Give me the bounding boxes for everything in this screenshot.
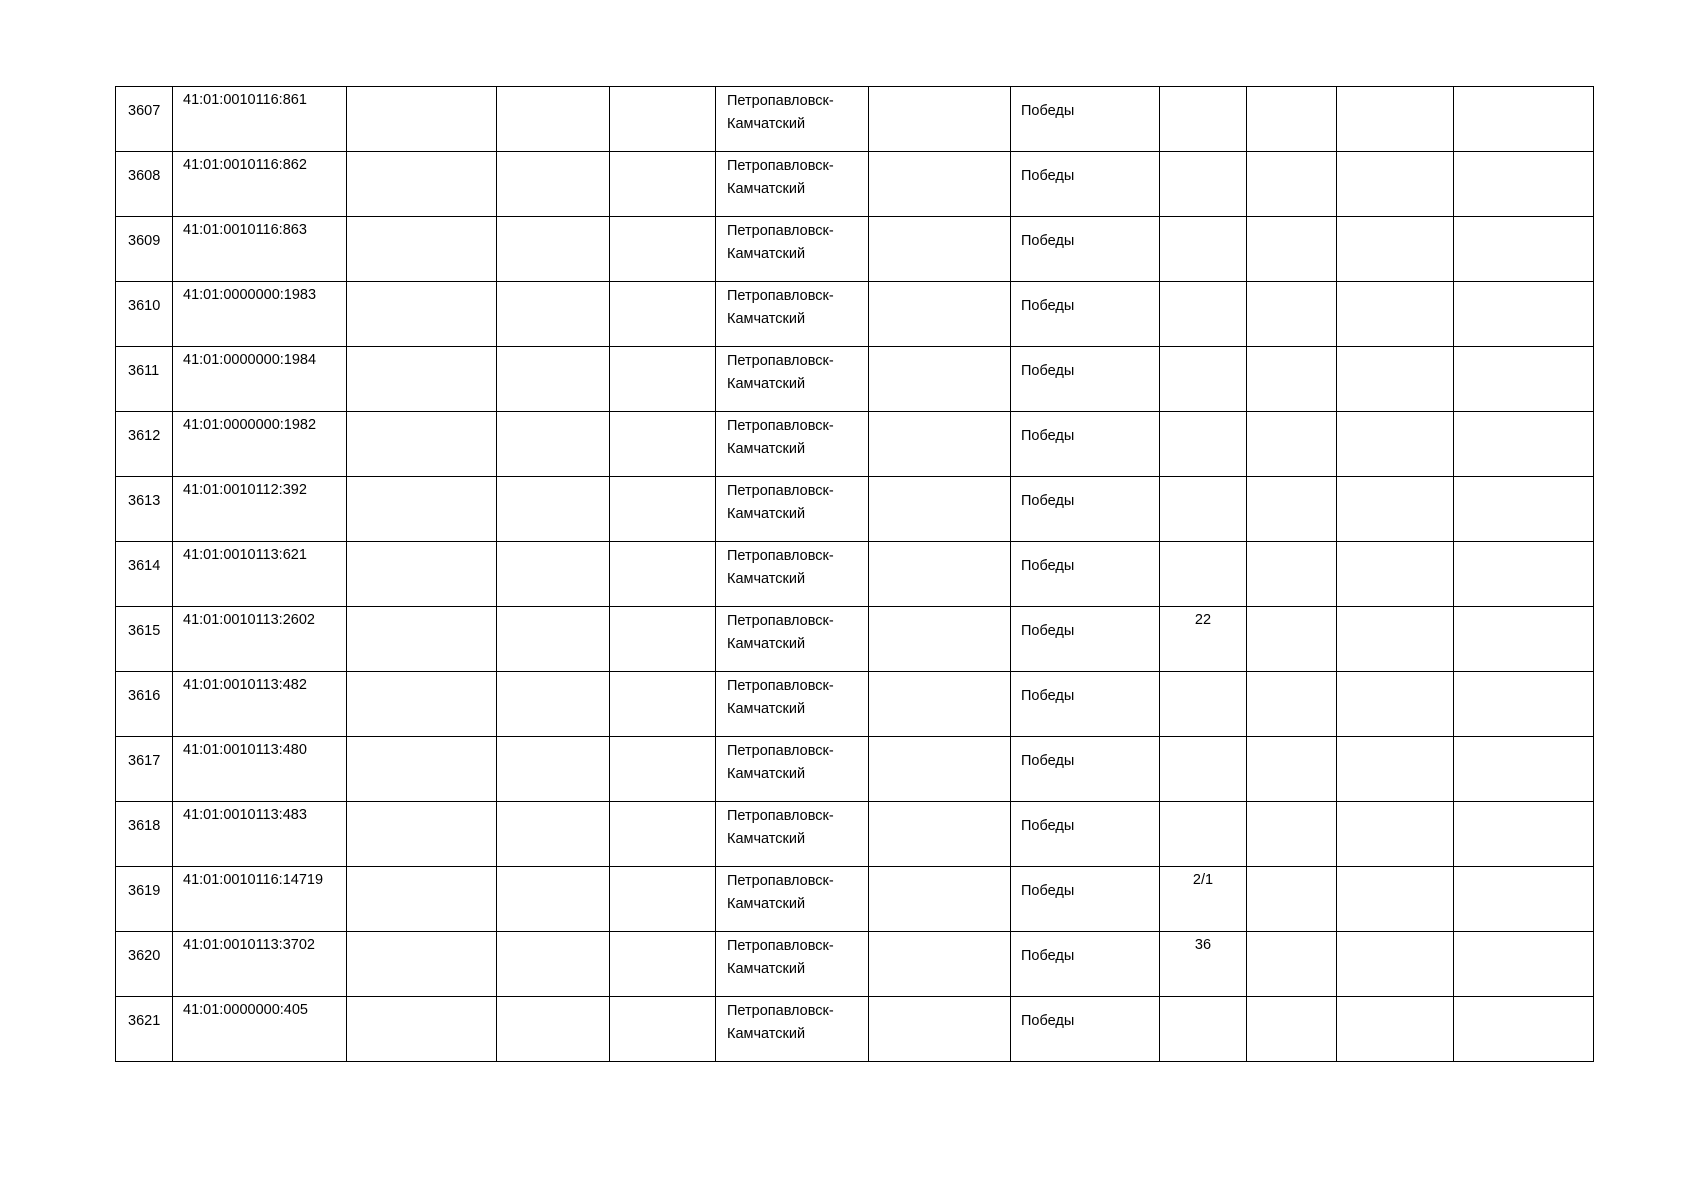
city-cell (716, 867, 869, 932)
empty-cell (1454, 997, 1594, 1062)
empty-cell (347, 932, 497, 997)
street-text: Победы (1021, 298, 1075, 314)
street-text: Победы (1021, 1013, 1075, 1029)
city-cell (716, 607, 869, 672)
row-number-text: 3609 (128, 233, 161, 249)
table-row (116, 607, 1594, 672)
city-cell (716, 217, 869, 282)
street-cell (1011, 932, 1160, 997)
empty-cell (1247, 737, 1337, 802)
empty-cell (497, 542, 610, 607)
row-number-text: 3610 (128, 298, 161, 314)
empty-cell (347, 87, 497, 152)
empty-cell (1337, 997, 1454, 1062)
row-number-cell (116, 867, 173, 932)
empty-cell (1337, 87, 1454, 152)
city-text: Петропавловск-Камчатский (727, 418, 834, 457)
empty-cell (869, 87, 1011, 152)
address-registry-table (115, 86, 1594, 1062)
row-number-cell (116, 87, 173, 152)
cadastral-number-text: 41:01:0000000:1983 (183, 287, 317, 303)
row-number-text: 3607 (128, 103, 161, 119)
cadastral-number-cell (173, 152, 347, 217)
empty-cell (1337, 607, 1454, 672)
empty-cell (1454, 412, 1594, 477)
empty-cell (610, 282, 716, 347)
cadastral-number-cell (173, 412, 347, 477)
empty-cell (347, 412, 497, 477)
empty-cell (1247, 867, 1337, 932)
empty-cell (869, 477, 1011, 542)
empty-cell (497, 152, 610, 217)
street-cell (1011, 347, 1160, 412)
empty-cell (347, 997, 497, 1062)
house-number-cell (1160, 737, 1247, 802)
city-text: Петропавловск-Камчатский (727, 223, 834, 262)
empty-cell (1454, 477, 1594, 542)
empty-cell (1247, 152, 1337, 217)
cadastral-number-text: 41:01:0000000:1982 (183, 417, 317, 433)
city-cell (716, 932, 869, 997)
house-number-text (1160, 997, 1246, 999)
house-number-text (1160, 542, 1246, 544)
row-number-cell (116, 737, 173, 802)
row-number-cell (116, 282, 173, 347)
empty-cell (1247, 412, 1337, 477)
city-text: Петропавловск-Камчатский (727, 613, 834, 652)
empty-cell (610, 152, 716, 217)
street-cell (1011, 412, 1160, 477)
table-row (116, 87, 1594, 152)
cadastral-number-text: 41:01:0000000:1984 (183, 352, 317, 368)
cadastral-number-cell (173, 347, 347, 412)
empty-cell (610, 477, 716, 542)
empty-cell (610, 412, 716, 477)
row-number-text: 3618 (128, 818, 161, 834)
row-number-text: 3615 (128, 623, 161, 639)
street-text: Победы (1021, 753, 1075, 769)
empty-cell (869, 282, 1011, 347)
street-cell (1011, 217, 1160, 282)
empty-cell (1247, 87, 1337, 152)
street-text: Победы (1021, 883, 1075, 899)
empty-cell (1337, 802, 1454, 867)
empty-cell (610, 997, 716, 1062)
house-number-cell (1160, 802, 1247, 867)
empty-cell (869, 997, 1011, 1062)
empty-cell (1454, 87, 1594, 152)
street-text: Победы (1021, 493, 1075, 509)
cadastral-number-cell (173, 282, 347, 347)
city-cell (716, 412, 869, 477)
house-number-text (1160, 477, 1246, 479)
empty-cell (1247, 607, 1337, 672)
empty-cell (347, 607, 497, 672)
cadastral-number-text: 41:01:0010116:862 (183, 157, 307, 173)
table-row (116, 347, 1594, 412)
street-text: Победы (1021, 168, 1075, 184)
row-number-cell (116, 412, 173, 477)
empty-cell (610, 867, 716, 932)
table-row (116, 412, 1594, 477)
row-number-cell (116, 997, 173, 1062)
empty-cell (497, 282, 610, 347)
house-number-text (1160, 217, 1246, 219)
empty-cell (1337, 737, 1454, 802)
empty-cell (1454, 542, 1594, 607)
row-number-text: 3614 (128, 558, 161, 574)
street-cell (1011, 152, 1160, 217)
street-cell (1011, 737, 1160, 802)
empty-cell (497, 347, 610, 412)
empty-cell (1247, 477, 1337, 542)
cadastral-number-text: 41:01:0010113:2602 (183, 612, 315, 628)
table-row (116, 152, 1594, 217)
cadastral-number-text: 41:01:0010113:621 (183, 547, 307, 563)
house-number-cell (1160, 412, 1247, 477)
house-number-cell (1160, 867, 1247, 932)
street-cell (1011, 672, 1160, 737)
cadastral-number-cell (173, 477, 347, 542)
house-number-cell (1160, 477, 1247, 542)
table-row (116, 737, 1594, 802)
street-text: Победы (1021, 948, 1075, 964)
empty-cell (347, 347, 497, 412)
empty-cell (610, 932, 716, 997)
street-cell (1011, 867, 1160, 932)
cadastral-number-cell (173, 737, 347, 802)
empty-cell (869, 412, 1011, 477)
city-text: Петропавловск-Камчатский (727, 938, 834, 977)
street-text: Победы (1021, 688, 1075, 704)
cadastral-number-text: 41:01:0010113:3702 (183, 937, 315, 953)
empty-cell (497, 802, 610, 867)
empty-cell (1247, 217, 1337, 282)
city-text: Петропавловск-Камчатский (727, 548, 834, 587)
empty-cell (1337, 672, 1454, 737)
house-number-cell (1160, 282, 1247, 347)
empty-cell (869, 542, 1011, 607)
row-number-text: 3612 (128, 428, 161, 444)
house-number-text: 2/1 (1192, 872, 1214, 888)
street-text: Победы (1021, 428, 1075, 444)
street-cell (1011, 607, 1160, 672)
empty-cell (1247, 802, 1337, 867)
empty-cell (347, 802, 497, 867)
house-number-text (1160, 412, 1246, 414)
empty-cell (610, 607, 716, 672)
empty-cell (497, 672, 610, 737)
house-number-text (1160, 347, 1246, 349)
empty-cell (1454, 347, 1594, 412)
empty-cell (869, 802, 1011, 867)
empty-cell (497, 867, 610, 932)
city-cell (716, 542, 869, 607)
empty-cell (497, 477, 610, 542)
table-row (116, 802, 1594, 867)
city-cell (716, 997, 869, 1062)
row-number-cell (116, 672, 173, 737)
cadastral-number-cell (173, 217, 347, 282)
row-number-text: 3608 (128, 168, 161, 184)
cadastral-number-cell (173, 932, 347, 997)
house-number-text (1160, 152, 1246, 154)
empty-cell (1454, 932, 1594, 997)
street-cell (1011, 997, 1160, 1062)
empty-cell (869, 672, 1011, 737)
empty-cell (869, 607, 1011, 672)
empty-cell (610, 217, 716, 282)
empty-cell (1247, 672, 1337, 737)
cadastral-number-text: 41:01:0010113:483 (183, 807, 307, 823)
table-body (116, 87, 1594, 1062)
street-cell (1011, 282, 1160, 347)
empty-cell (347, 152, 497, 217)
city-text: Петропавловск-Камчатский (727, 873, 834, 912)
table-row (116, 542, 1594, 607)
city-text: Петропавловск-Камчатский (727, 93, 834, 132)
empty-cell (1337, 412, 1454, 477)
empty-cell (347, 282, 497, 347)
house-number-cell (1160, 152, 1247, 217)
house-number-cell (1160, 997, 1247, 1062)
street-cell (1011, 802, 1160, 867)
table-row (116, 672, 1594, 737)
cadastral-number-cell (173, 542, 347, 607)
empty-cell (610, 672, 716, 737)
empty-cell (869, 217, 1011, 282)
empty-cell (610, 737, 716, 802)
street-text: Победы (1021, 103, 1075, 119)
street-cell (1011, 542, 1160, 607)
empty-cell (347, 542, 497, 607)
empty-cell (610, 87, 716, 152)
row-number-text: 3616 (128, 688, 161, 704)
city-text: Петропавловск-Камчатский (727, 1003, 834, 1042)
empty-cell (1337, 477, 1454, 542)
empty-cell (1337, 152, 1454, 217)
row-number-cell (116, 802, 173, 867)
house-number-cell (1160, 932, 1247, 997)
empty-cell (869, 867, 1011, 932)
street-text: Победы (1021, 233, 1075, 249)
house-number-text (1160, 282, 1246, 284)
empty-cell (1247, 997, 1337, 1062)
row-number-cell (116, 152, 173, 217)
empty-cell (347, 672, 497, 737)
cadastral-number-text: 41:01:0010116:861 (183, 92, 307, 108)
city-text: Петропавловск-Камчатский (727, 158, 834, 197)
empty-cell (1454, 152, 1594, 217)
table-row (116, 217, 1594, 282)
city-cell (716, 347, 869, 412)
empty-cell (1247, 932, 1337, 997)
empty-cell (1454, 672, 1594, 737)
city-text: Петропавловск-Камчатский (727, 288, 834, 327)
row-number-text: 3621 (128, 1013, 161, 1029)
house-number-text: 22 (1194, 612, 1212, 628)
table-row (116, 932, 1594, 997)
city-cell (716, 477, 869, 542)
city-cell (716, 282, 869, 347)
row-number-cell (116, 217, 173, 282)
row-number-cell (116, 347, 173, 412)
city-text: Петропавловск-Камчатский (727, 808, 834, 847)
empty-cell (497, 607, 610, 672)
empty-cell (1337, 932, 1454, 997)
empty-cell (1337, 217, 1454, 282)
empty-cell (347, 867, 497, 932)
cadastral-number-cell (173, 867, 347, 932)
house-number-text: 36 (1194, 937, 1212, 953)
row-number-text: 3619 (128, 883, 161, 899)
empty-cell (347, 737, 497, 802)
row-number-cell (116, 932, 173, 997)
empty-cell (869, 932, 1011, 997)
table-row (116, 867, 1594, 932)
city-cell (716, 87, 869, 152)
city-text: Петропавловск-Камчатский (727, 353, 834, 392)
row-number-text: 3611 (128, 363, 160, 379)
house-number-cell (1160, 672, 1247, 737)
house-number-cell (1160, 607, 1247, 672)
row-number-cell (116, 542, 173, 607)
table-row (116, 477, 1594, 542)
city-cell (716, 152, 869, 217)
street-text: Победы (1021, 558, 1075, 574)
city-cell (716, 802, 869, 867)
empty-cell (497, 997, 610, 1062)
empty-cell (1454, 217, 1594, 282)
empty-cell (497, 932, 610, 997)
empty-cell (1337, 867, 1454, 932)
house-number-cell (1160, 542, 1247, 607)
table-row (116, 282, 1594, 347)
street-text: Победы (1021, 363, 1075, 379)
city-text: Петропавловск-Камчатский (727, 678, 834, 717)
house-number-cell (1160, 217, 1247, 282)
cadastral-number-cell (173, 997, 347, 1062)
street-text: Победы (1021, 623, 1075, 639)
empty-cell (497, 412, 610, 477)
empty-cell (497, 87, 610, 152)
empty-cell (1247, 347, 1337, 412)
cadastral-number-cell (173, 802, 347, 867)
city-cell (716, 737, 869, 802)
cadastral-number-text: 41:01:0010113:480 (183, 742, 307, 758)
row-number-text: 3617 (128, 753, 161, 769)
empty-cell (1454, 867, 1594, 932)
empty-cell (497, 217, 610, 282)
cadastral-number-cell (173, 607, 347, 672)
city-text: Петропавловск-Камчатский (727, 743, 834, 782)
empty-cell (1454, 282, 1594, 347)
city-cell (716, 672, 869, 737)
cadastral-number-text: 41:01:0010113:482 (183, 677, 307, 693)
house-number-cell (1160, 87, 1247, 152)
empty-cell (869, 347, 1011, 412)
empty-cell (869, 152, 1011, 217)
house-number-text (1160, 802, 1246, 804)
empty-cell (1454, 607, 1594, 672)
empty-cell (347, 217, 497, 282)
empty-cell (610, 802, 716, 867)
cadastral-number-cell (173, 87, 347, 152)
house-number-text (1160, 737, 1246, 739)
empty-cell (347, 477, 497, 542)
empty-cell (610, 347, 716, 412)
table-row (116, 997, 1594, 1062)
empty-cell (497, 737, 610, 802)
row-number-text: 3613 (128, 493, 161, 509)
cadastral-number-cell (173, 672, 347, 737)
house-number-text (1160, 87, 1246, 89)
empty-cell (869, 737, 1011, 802)
house-number-text (1160, 672, 1246, 674)
street-text: Победы (1021, 818, 1075, 834)
empty-cell (1337, 282, 1454, 347)
row-number-cell (116, 607, 173, 672)
street-cell (1011, 477, 1160, 542)
empty-cell (1337, 542, 1454, 607)
empty-cell (1247, 282, 1337, 347)
empty-cell (1337, 347, 1454, 412)
empty-cell (1454, 802, 1594, 867)
cadastral-number-text: 41:01:0010116:14719 (183, 872, 324, 888)
row-number-cell (116, 477, 173, 542)
empty-cell (1247, 542, 1337, 607)
city-text: Петропавловск-Камчатский (727, 483, 834, 522)
cadastral-number-text: 41:01:0000000:405 (183, 1002, 308, 1018)
empty-cell (610, 542, 716, 607)
cadastral-number-text: 41:01:0010116:863 (183, 222, 307, 238)
street-cell (1011, 87, 1160, 152)
empty-cell (1454, 737, 1594, 802)
row-number-text: 3620 (128, 948, 161, 964)
house-number-cell (1160, 347, 1247, 412)
cadastral-number-text: 41:01:0010112:392 (183, 482, 307, 498)
